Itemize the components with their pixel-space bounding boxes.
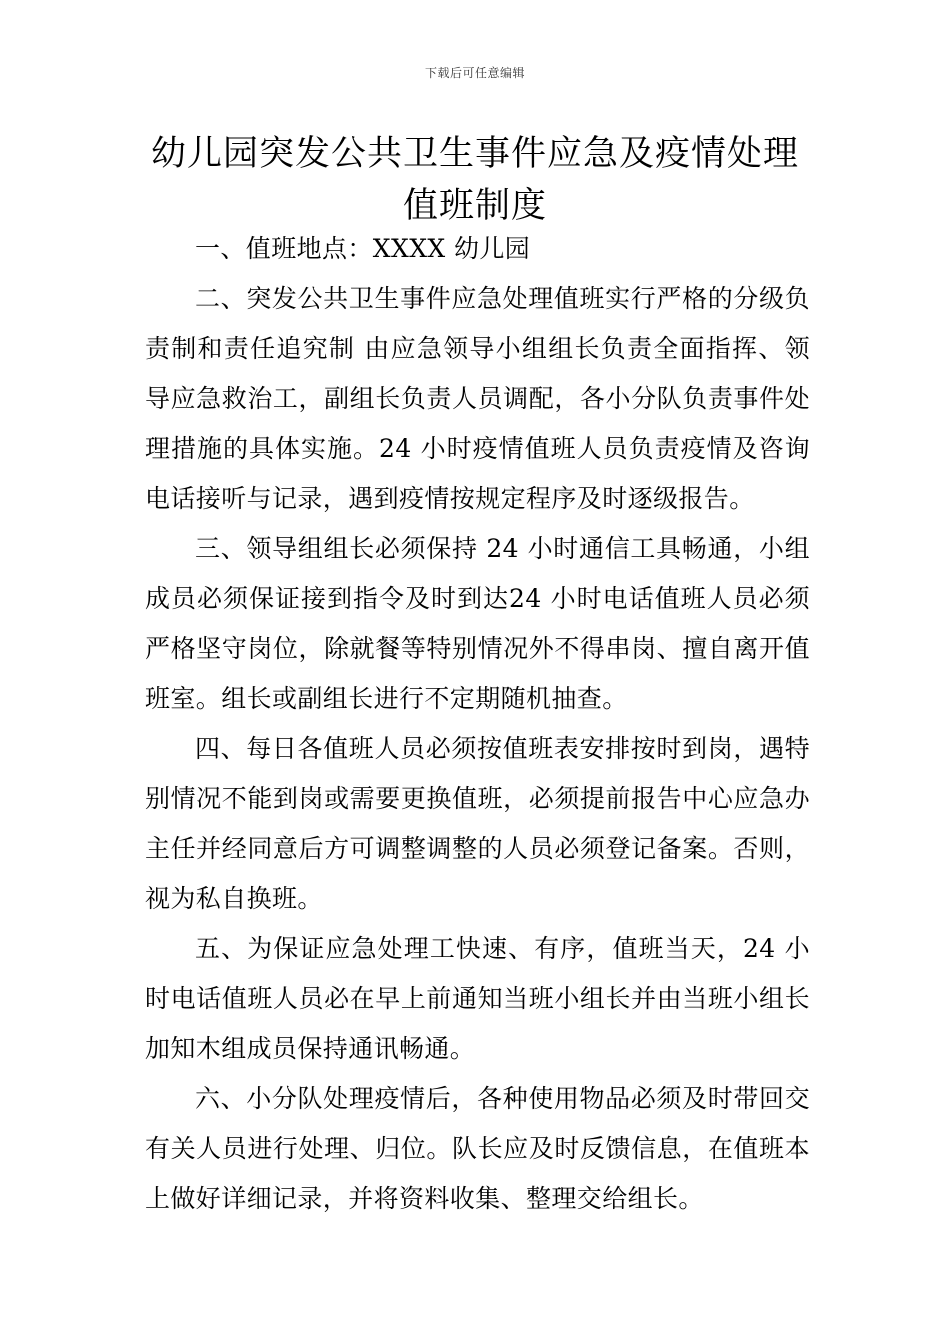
paragraph-emergency-process: 五、为保证应急处理工快速、有序，值班当天，24 小时电话值班人员必在早上前通知当班小组长并由当班小组长加知木组成员保持通讯畅通。 <box>145 934 810 1063</box>
paragraph-followup: 六、小分队处理疫情后，各种使用物品必须及时带回交有关人员进行处理、归位。队长应及时反馈信息，在值班本上做好详细记录，并将资料收集、整理交给组长。 <box>145 1084 810 1213</box>
paragraph-location: 一、值班地点：XXXX 幼儿园 <box>195 234 531 263</box>
paragraph-responsibility: 二、突发公共卫生事件应急处理值班实行严格的分级负责制和责任追究制 由应急领导小组组长负责全面指挥、领导应急救治工，副组长负责人员调配，各小分队负责事件处理措施的具体实施。24 小时疫情值班人员负责疫情及咨询电话接听与记录，遇到疫情按规定程序及时逐级报告。 <box>145 284 810 513</box>
paragraph-communication: 三、领导组组长必须保持 24 小时通信工具畅通，小组成员必须保证接到指令及时到达24 小时电话值班人员必须严格坚守岗位，除就餐等特别情况外不得串岗、擅自离开值班室。组长或副组长进行不定期随机抽查。 <box>145 534 810 713</box>
document-body <box>145 224 810 1224</box>
document-title <box>120 128 830 232</box>
title-line-2: 值班制度 <box>402 186 547 226</box>
title-line-1: 幼儿园突发公共卫生事件应急及疫情处理 <box>150 134 799 174</box>
header-note: 下载后可任意编辑 <box>424 66 525 80</box>
paragraph-duty-schedule: 四、每日各值班人员必须按值班表安排按时到岗，遇特别情况不能到岗或需要更换值班，必须提前报告中心应急办主任并经同意后方可调整调整的人员必须登记备案。否则，视为私自换班。 <box>145 734 810 913</box>
